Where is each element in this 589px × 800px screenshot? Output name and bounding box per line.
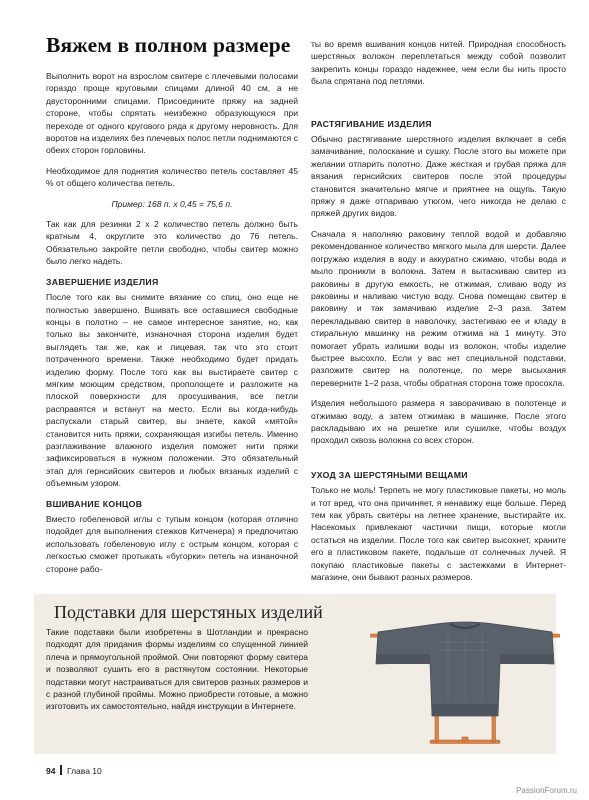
stretching-paragraph-2: Сначала я наполняю раковину теплой водой и добавляю рекомендованное количество мягкого мыла для шерсти. Далее погружаю изделия в воду и аккуратно сжимаю, чтобы вода и мыло проникли в волокна. Затем я вытаскиваю свитер из раковины в другую емкость, не отжимая, сливаю воду из раковины и наливаю чистую воду. Снова помещаю свитер в раковину и так замачиваю изделие 2–3 раза. Затем перекладываю свитер в наволочку, застегиваю ее и кладу в стиральную машинку на режим отжима на 1 минуту. Это помогает убрать излишки воды из волокон, чтобы изделие быстрее высохло. Если у вас нет специальной подставки, разложите свитер на полотенце, по мере высыхания переверните 1–2 раза, чтобы обратная сторона тоже просохла.: [311, 228, 566, 388]
stretching-paragraph-3: Изделия небольшого размера я заворачиваю в полотенце и отжимаю воду, а затем отжимаю в машинке. После этого раскладываю их на решетке или сушилке, чтобы воздух проходил сквозь волокна со всех сторон.: [311, 398, 566, 446]
page-footer: [46, 765, 102, 776]
stretching-heading: РАСТЯГИВАНИЕ ИЗДЕЛИЯ: [311, 118, 432, 129]
care-paragraph: Только не моль! Терпеть не могу пластиковые пакеты, но моль и тот вред, что она причиняет, я ненавижу еще больше. Перед тем как убрать свитеры на летнее хранение, выстирайте их. Насекомых привлекают частички пищи, которые могли остаться на изделии. После того как свитер высохнет, храните его в пластиковом пакете, подальше от солнечных лучей. Я покупаю пластиковые пакеты с застежками в Интернет-магазине, они бывают разных размеров.: [311, 485, 566, 583]
finishing-heading: ЗАВЕРШЕНИЕ ИЗДЕЛИЯ: [46, 276, 159, 287]
page-title: Вяжем в полном размере: [46, 33, 291, 57]
example-formula: Пример: 168 п. х 0,45 = 75,6 п.: [111, 198, 233, 209]
sidebar-text-block: [46, 626, 308, 713]
sidebar-paragraph: Такие подставки были изобретены в Шотландии и прекрасно подходят для придания формы изделиям со спущенной линией плеча и прямоугольной проймой. Они повторяют форму свитера и позволяют сушить его в растянутом состоянии. Некоторые подставки могут настраиваться для свитеров разных размеров и с разной глубиной проймы. Можно приобрести готовые, а можно изготовить их самостоятельно, найдя инструкции в Интернете.: [46, 627, 308, 712]
page-number: 94: [46, 766, 56, 776]
finishing-paragraph: После того как вы снимите вязание со спиц, оно еще не полностью завершено. Вшивать все оставшиеся свободные концы в полотно – не самое интересное занятие, но, как только вы закончите, изнаночная сторона изделия будет выглядеть так же, как и лицевая, так что это стоит потраченного времени. Также необходимо будет придать изделию форму. После того как вы выстираете свитер с мягким моющим средством, прополощете и разложите на плоской поверхности для просушивания, все петли расправятся и встанут на место. Если вы когда-нибудь распускали старый свитер, вы знаете, какой «мятой» становится нить пряжи, сохраняющая изгибы петель. Именно разглаживание влажного изделия поможет нити пряжи зафиксироваться в нужном положении. Это обязательный этап для гернсийских свитеров и любых вязаных изделий с объемным узором.: [46, 292, 298, 489]
chapter-label: Глава 10: [66, 766, 102, 776]
collar-paragraph: Выполнить ворот на взрослом свитере с плечевыми полосами гораздо проще круговыми спицами длиной 40 см, а не двусторонними спицами. Присоедините пряжу на задней стороне, чтобы спрятать неизбежно образующуюся при переходе от одного кругового ряда к другому неровность. Для воротов на изделиях без плечевых полос петли поднимаются с обеих сторон горловины.: [46, 71, 298, 156]
rib-paragraph: Так как для резинки 2 х 2 количество петель должно быть кратным 4, округлите это количество до 76 петель. Обязательно закройте петли свободно, чтобы свитер можно было легко надеть.: [46, 219, 298, 267]
continued-paragraph: ты во время вшивания концов нитей. Природная способность шерстяных волокон переплетаться между собой позволит закрепить концы гораздо надежнее, чем если бы нить просто была спрятана под петлями.: [311, 39, 566, 87]
right-column: [311, 38, 566, 591]
sidebar-heading: Подставки для шерстяных изделий: [54, 602, 323, 622]
stretching-paragraph-1: Обычно растягивание шерстяного изделия включает в себя замачивание, полоскание и сушку. После этого вы можете при желании отпарить полотно. Даже жесткая и грубая пряжа для вязания гернсийских свитеров после этой процедуры становится значительно мягче и приятнее на ощупь. Такую пряжу я даже отпариваю утюгом, чего никогда не делаю с пряжей других видов.: [311, 134, 566, 219]
weaving-paragraph: Вместо гобеленовой иглы с тупым концом (которая отлично подойдет для выполнения стежков Китченера) я предпочитаю использовать гобеленовую иглу с острым концом, которая с легкостью сможет протыкать «бугорки» петель на изнаночной стороне рабо-: [46, 514, 298, 574]
weaving-heading: ВШИВАНИЕ КОНЦОВ: [46, 498, 143, 509]
watermark: PassionForum.ru: [516, 786, 577, 795]
stitch-count-paragraph: Необходимое для поднятия количество петель составляет 45 % от общего количества петель.: [46, 165, 298, 189]
sweater-on-stretcher-illustration: [370, 612, 560, 752]
sweater-figure: [376, 622, 554, 716]
left-column: [46, 70, 298, 583]
care-heading: УХОД ЗА ШЕРСТЯНЫМИ ВЕЩАМИ: [311, 469, 468, 480]
footer-divider: [60, 765, 62, 775]
